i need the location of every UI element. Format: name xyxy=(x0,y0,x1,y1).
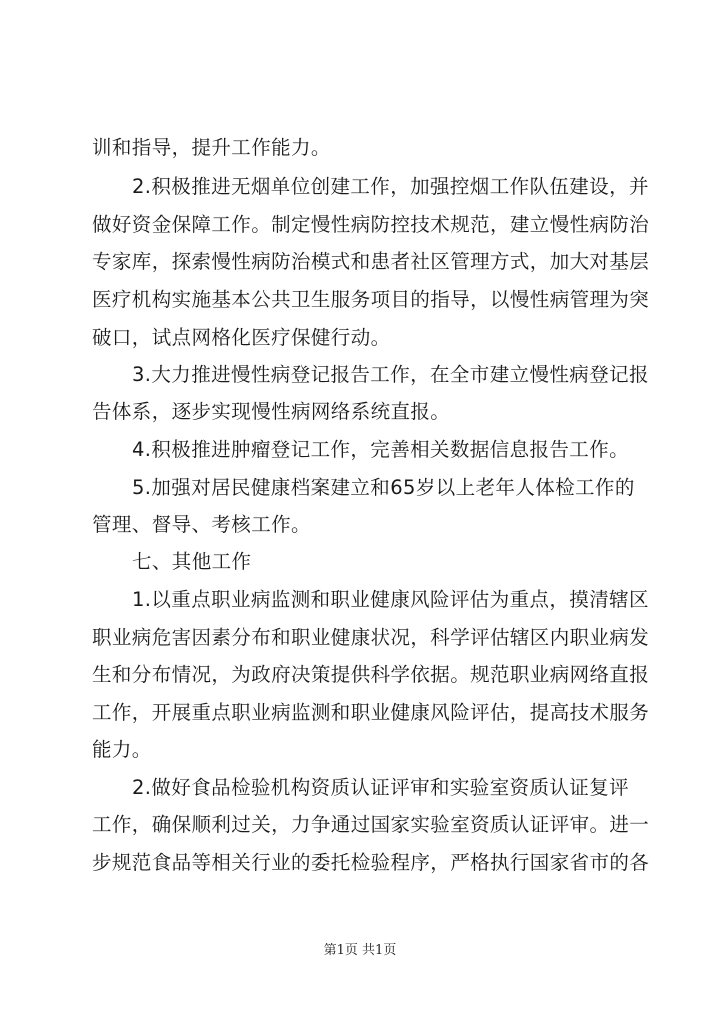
page-number: 第1页 共1页 xyxy=(323,943,397,958)
text-line: 能力。 xyxy=(92,738,152,761)
text-line: 2.做好食品检验机构资质认证评审和实验室资质认证复评 xyxy=(132,776,630,799)
text-line: 做好资金保障工作。制定慢性病防控技术规范，建立慢性病防治 xyxy=(92,213,650,236)
text-line: 生和分布情况，为政府决策提供科学依据。规范职业病网络直报 xyxy=(92,663,650,686)
text-line: 3.大力推进慢性病登记报告工作，在全市建立慢性病登记报 xyxy=(132,363,649,386)
text-line: 1.以重点职业病监测和职业健康风险评估为重点，摸清辖区 xyxy=(132,588,649,611)
text-line: 专家库，探索慢性病防治模式和患者社区管理方式，加大对基层 xyxy=(92,250,650,273)
text-line: 医疗机构实施基本公共卫生服务项目的指导，以慢性病管理为突 xyxy=(92,288,650,311)
section-heading: 七、其他工作 xyxy=(132,550,252,573)
text-line: 管理、督导、考核工作。 xyxy=(92,513,311,536)
text-line: 训和指导，提升工作能力。 xyxy=(92,136,331,159)
text-line: 4.积极推进肿瘤登记工作，完善相关数据信息报告工作。 xyxy=(132,438,630,461)
text-line: 工作，确保顺利过关，力争通过国家实验室资质认证评审。进一 xyxy=(92,813,650,836)
text-line: 5.加强对居民健康档案建立和65岁以上老年人体检工作的 xyxy=(132,476,635,499)
text-line: 2.积极推进无烟单位创建工作，加强控烟工作队伍建设，并 xyxy=(132,175,649,198)
text-line: 步规范食品等相关行业的委托检验程序，严格执行国家省市的各 xyxy=(92,851,650,874)
text-line: 告体系，逐步实现慢性病网络系统直报。 xyxy=(92,400,451,423)
text-line: 职业病危害因素分布和职业健康状况，科学评估辖区内职业病发 xyxy=(92,626,650,649)
text-line: 破口，试点网格化医疗保健行动。 xyxy=(92,326,391,349)
text-line: 工作，开展重点职业病监测和职业健康风险评估，提高技术服务 xyxy=(92,701,650,724)
